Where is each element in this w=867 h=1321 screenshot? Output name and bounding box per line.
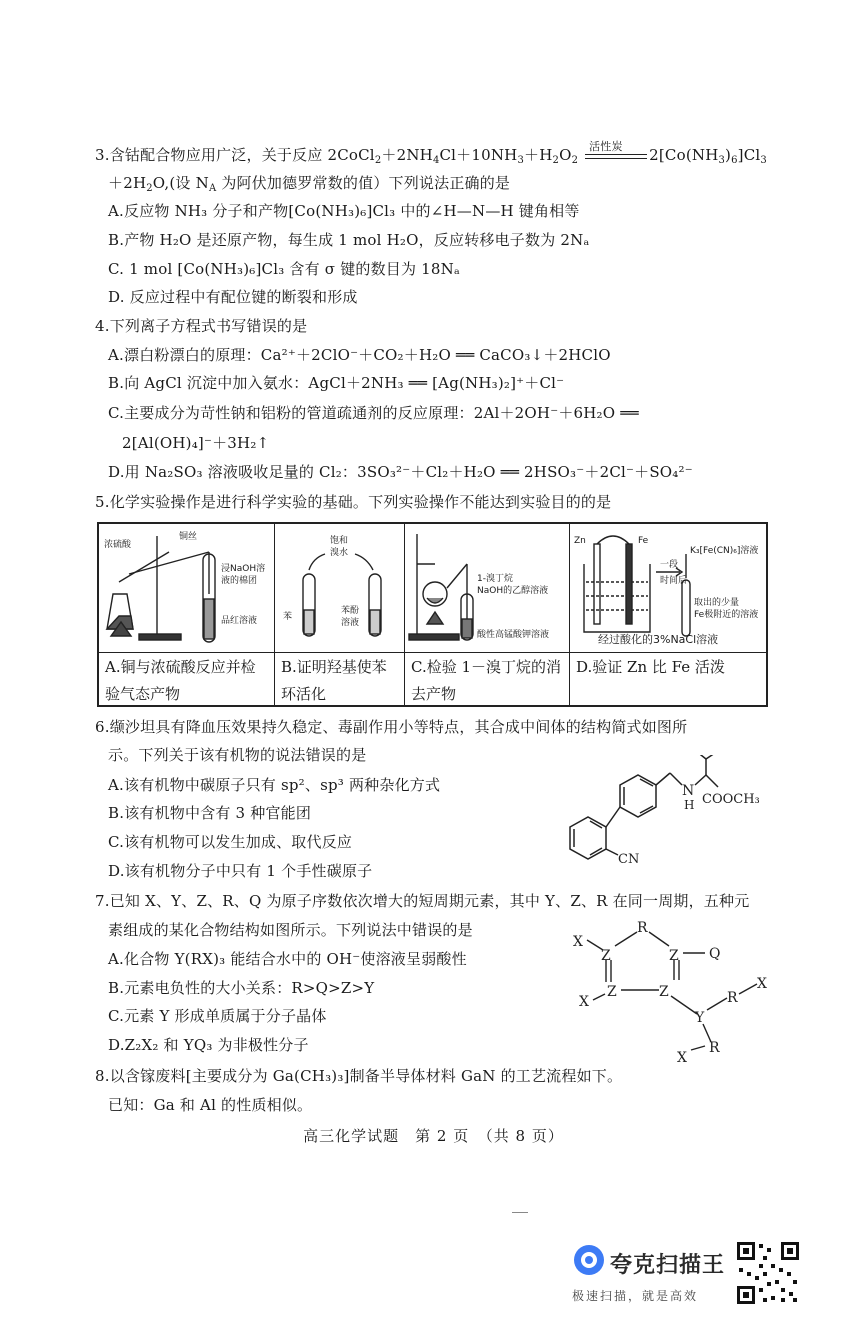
- q6-stem-line2: 示。下列关于该有机物的说法错误的是: [108, 746, 367, 764]
- q3-stem-line1: 3.含钴配合物应用广泛，关于反应 $2CoCl_2+2NH_4Cl+10NH_3+H_2O_2$ 活性炭 $2[Co(NH_3)_6]Cl_3$: [95, 145, 767, 171]
- label-acidified-nacl: 经过酸化的3%NaCl溶液: [598, 633, 719, 646]
- q5-stem: 5.化学实验操作是进行科学实验的基础。下列实验操作不能达到实验目的的是: [95, 493, 612, 511]
- label-magenta: 品红溶液: [221, 616, 258, 626]
- label-naoh-cotton-2: 液的棉团: [221, 576, 258, 586]
- scan-mark: [512, 1212, 528, 1213]
- atom-y: Y: [695, 1010, 705, 1026]
- atom-z-3: Z: [607, 984, 617, 1000]
- q7-option-c[interactable]: C.元素 Y 形成单质属于分子晶体: [108, 1007, 327, 1025]
- atom-x-4: X: [677, 1050, 687, 1066]
- label-k3fecn6: K₃[Fe(CN)₆]溶液: [690, 546, 759, 556]
- label-a-while-1: 一段: [660, 560, 679, 570]
- atom-x-1: X: [573, 934, 583, 950]
- q4-option-b[interactable]: B.向 AgCl 沉淀中加入氨水：AgCl＋2NH₃ ══ [Ag(NH₃)₂]⁺＋Cl⁻: [108, 374, 565, 392]
- atom-z-1: Z: [601, 948, 611, 964]
- q7-option-b[interactable]: B.元素电负性的大小关系：R>Q>Z>Y: [108, 979, 375, 997]
- q7-option-a[interactable]: A.化合物 Y(RX)₃ 能结合水中的 OH⁻使溶液呈弱酸性: [108, 950, 467, 968]
- q5-cell-c[interactable]: [405, 524, 570, 707]
- catalyst-label: 活性炭: [589, 140, 623, 153]
- label-copper-wire: 铜丝: [179, 532, 198, 542]
- q5-cell-b[interactable]: [275, 524, 405, 707]
- label-kmno4: 酸性高锰酸钾溶液: [477, 630, 550, 640]
- label-bromobutane: 1-溴丁烷: [477, 574, 513, 584]
- q6-option-c[interactable]: C.该有机物可以发生加成、取代反应: [108, 833, 353, 851]
- atom-q: Q: [709, 946, 721, 962]
- q6-option-d[interactable]: D.该有机物分子中只有 1 个手性碳原子: [108, 862, 373, 880]
- atom-z-2: Z: [669, 948, 679, 964]
- q4-option-a[interactable]: A.漂白粉漂白的原理：Ca²⁺＋2ClO⁻＋CO₂＋H₂O ══ CaCO₃↓＋2HClO: [108, 346, 611, 364]
- mol-n: N: [682, 783, 695, 799]
- label-near-fe: Fe极附近的溶液: [694, 610, 759, 620]
- q6-option-b[interactable]: B.该有机物中含有 3 种官能团: [108, 804, 312, 822]
- q5-caption-c: C.检验 1－溴丁烷的消去产物: [411, 658, 562, 703]
- q4-option-c-line2: 2[Al(OH)₄]⁻＋3H₂↑: [122, 434, 270, 452]
- mol-ester: COOCH₃: [702, 792, 760, 807]
- page-footer: 高三化学试题 第 2 页 （共 8 页）: [303, 1127, 564, 1145]
- label-benzene: 苯: [283, 612, 293, 622]
- qr-code-icon: [735, 1240, 801, 1306]
- q4-option-c-line1[interactable]: C.主要成分为苛性钠和铝粉的管道疏通剂的反应原理：2Al＋2OH⁻＋6H₂O ══: [108, 404, 639, 422]
- watermark-brand: 夸克扫描王: [610, 1253, 726, 1278]
- label-naoh-ethanol: NaOH的乙醇溶液: [477, 586, 549, 596]
- q3-stem-line2: $+2H_2O$,(设 $N_A$ 为阿伏加德罗常数的值）下列说法正确的是: [108, 174, 511, 194]
- catalyst-arrow: [585, 140, 647, 165]
- q7-stem-line1: 7.已知 X、Y、Z、R、Q 为原子序数依次增大的短周期元素，其中 Y、Z、R 在同一周期，五种元: [95, 892, 750, 910]
- label-saturated: 饱和: [330, 536, 349, 546]
- q5-caption-a: A.铜与浓硫酸反应并检验气态产物: [105, 658, 256, 703]
- q3-option-c[interactable]: C. 1 mol [Co(NH₃)₆]Cl₃ 含有 σ 键的数目为 18Nₐ: [108, 260, 460, 278]
- quark-scanner-logo-icon: [572, 1243, 606, 1277]
- q7-stem-line2: 素组成的某化合物结构如图所示。下列说法中错误的是: [108, 921, 473, 939]
- q5-experiment-table: [97, 522, 768, 707]
- atom-x-2: X: [579, 994, 589, 1010]
- q4-stem: 4.下列离子方程式书写错误的是: [95, 317, 308, 335]
- watermark-slogan: 极速扫描，就是高效: [572, 1289, 699, 1303]
- q7-compound-structure: [565, 918, 785, 1068]
- valsartan-intermediate-structure: [530, 755, 790, 875]
- q8-stem-line2: 已知：Ga 和 Al 的性质相似。: [108, 1096, 313, 1114]
- q6-option-a[interactable]: A.该有机物中碳原子只有 sp²、sp³ 两种杂化方式: [108, 776, 441, 794]
- mol-h: H: [684, 798, 695, 812]
- atom-r-1: R: [637, 920, 648, 936]
- q5-cell-d[interactable]: [570, 524, 768, 707]
- atom-r-3: R: [709, 1040, 720, 1056]
- label-phenol: 苯酚: [341, 606, 360, 616]
- label-bromine-water: 溴水: [330, 548, 349, 558]
- q8-stem-line1: 8.以含镓废料[主要成分为 Ga(CH₃)₃]制备半导体材料 GaN 的工艺流程如下。: [95, 1067, 623, 1085]
- label-solution: 溶液: [341, 618, 360, 628]
- q3-option-a[interactable]: A.反应物 NH₃ 分子和产物[Co(NH₃)₆]Cl₃ 中的∠H—N—H 键角相等: [108, 202, 580, 220]
- q3-option-d[interactable]: D. 反应过程中有配位键的断裂和形成: [108, 288, 358, 306]
- q4-option-d[interactable]: D.用 Na₂SO₃ 溶液吸收足量的 Cl₂：3SO₃²⁻＋Cl₂＋H₂O ══ 2HSO₃⁻＋2Cl⁻＋SO₄²⁻: [108, 463, 693, 481]
- q5-cell-a[interactable]: [99, 524, 275, 707]
- q5-caption-d: D.验证 Zn 比 Fe 活泼: [576, 658, 725, 676]
- label-a-while-2: 时间后: [660, 576, 688, 586]
- q7-option-d[interactable]: D.Z₂X₂ 和 YQ₃ 为非极性分子: [108, 1036, 309, 1054]
- mol-cn: CN: [618, 852, 640, 867]
- q6-stem-line1: 6.缬沙坦具有降血压效果持久稳定、毒副作用小等特点，其合成中间体的结构简式如图所: [95, 718, 688, 736]
- atom-x-3: X: [757, 976, 767, 992]
- label-conc-sulfuric: 浓硫酸: [104, 540, 132, 550]
- label-naoh-cotton-1: 浸NaOH溶: [221, 564, 266, 574]
- q3-option-b[interactable]: B.产物 H₂O 是还原产物，每生成 1 mol H₂O，反应转移电子数为 2Nₐ: [108, 231, 590, 249]
- q5-caption-b: B.证明羟基使苯环活化: [281, 658, 387, 703]
- label-fe: Fe: [638, 536, 649, 546]
- atom-r-2: R: [727, 990, 738, 1006]
- label-taken-out: 取出的少量: [694, 598, 740, 608]
- atom-z-4: Z: [659, 984, 669, 1000]
- label-zn: Zn: [574, 536, 586, 546]
